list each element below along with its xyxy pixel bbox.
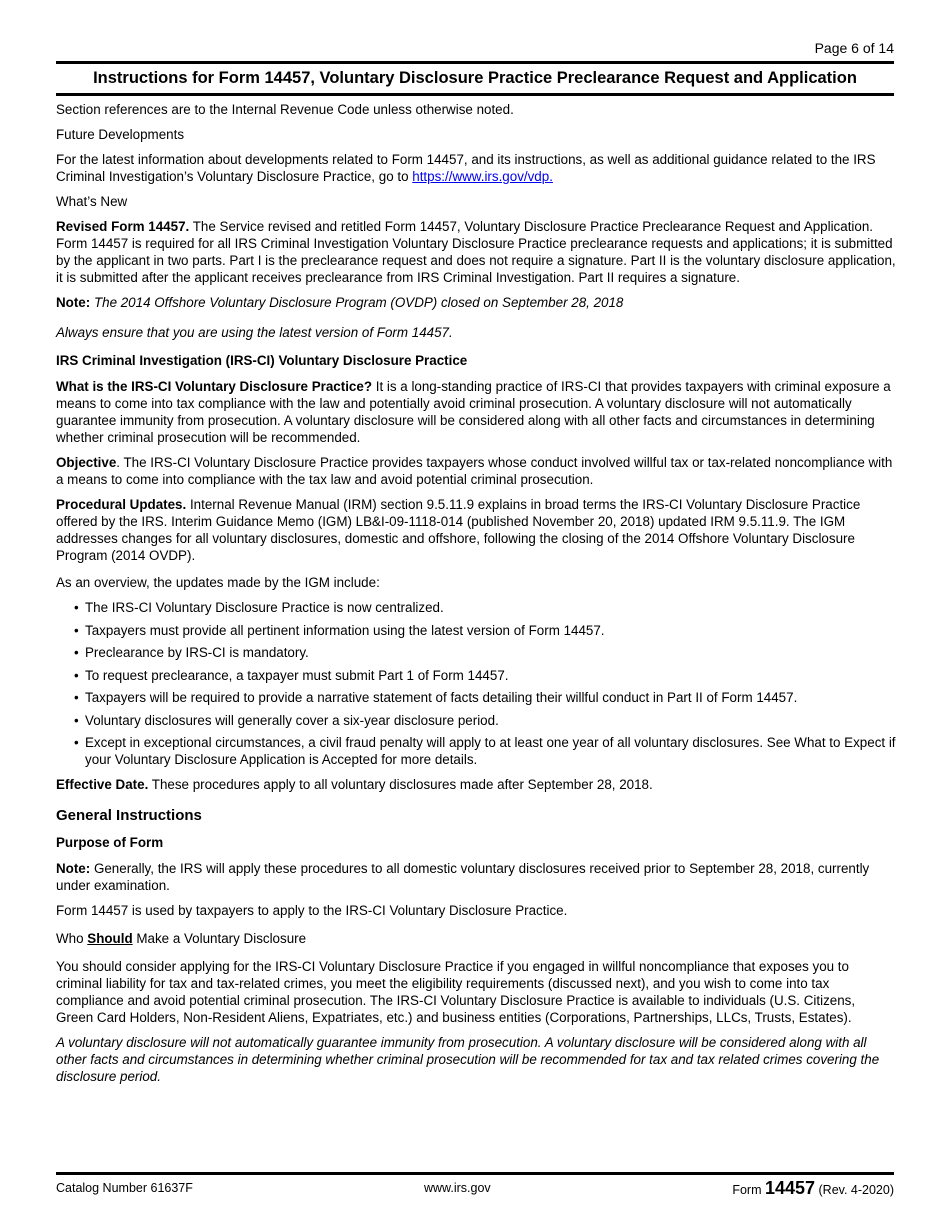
bullet-marker: •	[74, 667, 79, 683]
vdp-link[interactable]: https://www.irs.gov/vdp.	[412, 169, 553, 184]
list-item: • The IRS-CI Voluntary Disclosure Practice is now centralized.	[74, 600, 444, 615]
form-number: 14457	[764, 1178, 816, 1198]
list-item: • To request preclearance, a taxpayer must submit Part 1 of Form 14457.	[74, 667, 509, 683]
whats-new-heading: What’s New	[56, 194, 128, 209]
vdp-section-heading: IRS Criminal Investigation (IRS-CI) Voluntary Disclosure Practice	[56, 353, 468, 368]
list-item: • Preclearance by IRS-CI is mandatory.	[74, 645, 309, 660]
what-is-vdp-paragraph	[56, 378, 896, 446]
bullet-marker: •	[74, 600, 79, 615]
effective-date-text: These procedures apply to all voluntary disclosures made after September 28, 2018.	[148, 777, 653, 792]
purpose-text: Form 14457 is used by taxpayers to apply to the IRS-CI Voluntary Disclosure Practice.	[56, 903, 568, 918]
footer-website: www.irs.gov	[424, 1181, 491, 1195]
future-developments-heading: Future Developments	[56, 127, 185, 142]
section-references: Section references are to the Internal Revenue Code unless otherwise noted.	[56, 102, 514, 117]
header-rule-top	[56, 61, 894, 64]
bullet-marker: •	[74, 712, 79, 728]
document-title: Instructions for Form 14457, Voluntary Disclosure Practice Preclearance Request and Application	[93, 69, 857, 87]
effective-date-label: Effective Date.	[56, 777, 149, 792]
igm-updates-list	[56, 599, 896, 768]
document-body	[56, 101, 896, 1093]
what-is-vdp-label: What is the IRS-CI Voluntary Disclosure Practice?	[56, 379, 372, 394]
future-developments-paragraph	[56, 151, 896, 185]
objective-paragraph	[56, 454, 896, 488]
catalog-number: Catalog Number 61637F	[56, 1181, 193, 1195]
what-is-vdp-text: It is a long-standing practice of IRS-CI that provides taxpayers with criminal exposure a means to come into tax compliance with the law and potentially avoid criminal prosecution. A voluntary disclosure will not automatically guarantee immunity from prosecution. A voluntary disclosure will be considered along with all other facts and circumstances in determining whether criminal prosecution will be recommended.	[56, 379, 891, 445]
bullet-marker: •	[74, 622, 79, 638]
list-item: • Voluntary disclosures will generally cover a six-year disclosure period.	[74, 712, 499, 728]
domestic-note-paragraph	[56, 860, 896, 894]
bullet-marker: •	[74, 735, 79, 750]
page-footer	[56, 1178, 894, 1198]
form-identifier: Form 14457 (Rev. 4-2020)	[732, 1178, 894, 1198]
latest-version-reminder: Always ensure that you are using the latest version of Form 14457.	[56, 325, 453, 340]
ovdp-note-text: The 2014 Offshore Voluntary Disclosure Program (OVDP) closed on September 28, 2018	[90, 295, 624, 310]
list-item: • Except in exceptional circumstances, a civil fraud penalty will apply to at least one year of all voluntary disclosures. See What to Expect if your Voluntary Disclosure Application is Accepted for more details.	[74, 735, 896, 767]
page-number: Page 6 of 14	[814, 40, 894, 56]
list-item: • Taxpayers must provide all pertinent information using the latest version of Form 14457.	[74, 622, 605, 638]
revised-form-text: The Service revised and retitled Form 14457, Voluntary Disclosure Practice Preclearance Request and Application. Form 14457 is required for all IRS Criminal Investigation Voluntary Disclosure Practice preclearance requests and applications; it is submitted by the applicant in two parts. Part I is the preclearance request and does not require a signature. Part II is the voluntary disclosure application, it is submitted after the applicant receives preclearance from IRS Criminal Investigation. Part II requires a signature.	[56, 219, 896, 285]
bullet-marker: •	[74, 690, 79, 705]
purpose-of-form-heading: Purpose of Form	[56, 835, 164, 850]
bullet-marker: •	[74, 645, 79, 660]
future-developments-text: For the latest information about developments related to Form 14457, and its instructions, as well as additional guidance related to the IRS Criminal Investigation’s Voluntary Disclosure Practice, go to	[56, 152, 876, 184]
revised-form-label: Revised Form 14457.	[56, 219, 190, 234]
objective-label: Objective	[56, 455, 117, 470]
objective-text: . The IRS-CI Voluntary Disclosure Practice provides taxpayers whose conduct involved willful tax or tax-related noncompliance with a means to come into compliance with the tax law and avoid potential criminal prosecution.	[56, 455, 893, 487]
who-should-heading: Who Should Make a Voluntary Disclosure	[56, 931, 307, 946]
ovdp-note-label: Note:	[56, 295, 91, 310]
form-revision: (Rev. 4-2020)	[815, 1183, 894, 1197]
procedural-updates-text: Internal Revenue Manual (IRM) section 9.5.11.9 explains in broad terms the IRS-CI Voluntary Disclosure Practice offered by the IRS. Interim Guidance Memo (IGM) LB&I-09-1118-014 (published November 20, 2018) updated IRM 9.5.11.9. The IGM addresses changes for all voluntary disclosures, domestic and offshore, following the closing of the 2014 Offshore Voluntary Disclosure Program (2014 OVDP).	[56, 497, 861, 563]
procedural-updates-label: Procedural Updates.	[56, 497, 187, 512]
should-emphasis: Should	[87, 931, 133, 946]
effective-date-paragraph	[56, 776, 896, 793]
header-rule-bottom	[56, 93, 894, 96]
footer-rule	[56, 1172, 894, 1175]
who-should-paragraph: You should consider applying for the IRS-CI Voluntary Disclosure Practice if you engaged in willful noncompliance that exposes you to criminal liability for tax and tax-related crimes, you meet the eligibility requirements (discussed next), and you wish to come into tax compliance and avoid potential criminal prosecution. The IRS-CI Voluntary Disclosure Practice is available to individuals (U.S. Citizens, Green Card Holders, Non-Resident Aliens, Expatriates, etc.) and business entities (Corporations, Partnerships, LLCs, Trusts, Estates).	[56, 959, 856, 1025]
revised-form-paragraph	[56, 218, 896, 286]
overview-intro: As an overview, the updates made by the IGM include:	[56, 575, 380, 590]
list-item: • Taxpayers will be required to provide a narrative statement of facts detailing their willful conduct in Part II of Form 14457.	[74, 690, 798, 705]
procedural-updates-paragraph	[56, 496, 896, 564]
general-instructions-heading: General Instructions	[56, 807, 202, 824]
domestic-note-label: Note:	[56, 861, 91, 876]
ovdp-note-paragraph	[56, 294, 896, 311]
domestic-note-text: Generally, the IRS will apply these procedures to all domestic voluntary disclosures received prior to September 28, 2018, currently under examination.	[56, 861, 870, 893]
caution-paragraph: A voluntary disclosure will not automatically guarantee immunity from prosecution. A voluntary disclosure will be considered along with all other facts and circumstances in determining whether criminal prosecution will be recommended for tax and tax related crimes covering the disclosure period.	[56, 1035, 880, 1084]
